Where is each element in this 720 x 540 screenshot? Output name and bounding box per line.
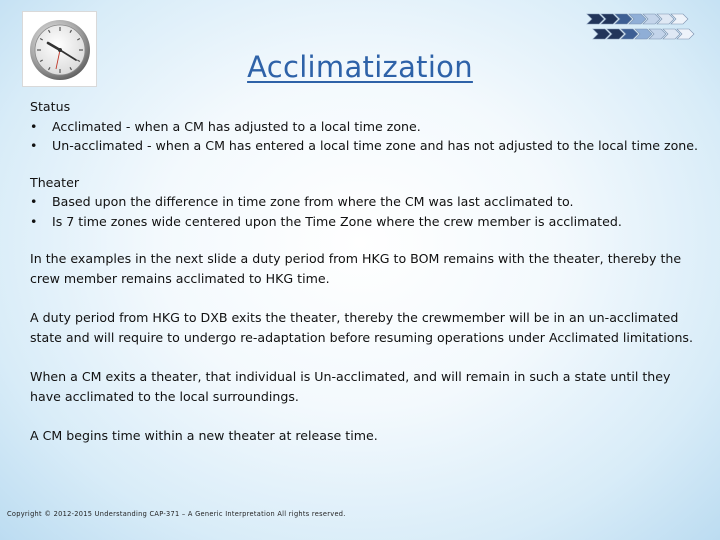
term-acclimated: Acclimated — [52, 118, 122, 134]
theater-list — [30, 192, 700, 231]
desc-un-acclimated: - when a CM has entered a local time zone and has not adjusted to the local time zone. — [142, 138, 699, 153]
clock-image — [22, 11, 97, 87]
list-item — [30, 136, 700, 156]
page-title: Acclimatization — [247, 50, 473, 84]
copyright-footer: Copyright © 2012-2015 Understanding CAP-371 – A Generic Interpretation All rights reserved. — [7, 510, 346, 518]
paragraph-release-time: A CM begins time within a new theater at release time. — [30, 428, 378, 443]
paragraph-hkg-bom: In the examples in the next slide a duty period from HKG to BOM remains with the theater, thereby the crew member remains acclimated to HKG time. — [30, 251, 682, 286]
status-list — [30, 117, 700, 156]
list-item: • Is 7 time zones wide centered upon the Time Zone where the crew member is acclimated. — [30, 212, 700, 232]
desc-acclimated: - when a CM has adjusted to a local time zone. — [121, 118, 421, 134]
paragraph-exit-theater: When a CM exits a theater, that individual is Un-acclimated, and will remain in such a state until they have acclimated to the local surroundings. — [30, 369, 671, 404]
list-item: • Based upon the difference in time zone from where the CM was last acclimated to. — [30, 192, 700, 212]
list-item — [30, 117, 700, 137]
theater-heading: Theater — [30, 174, 80, 190]
chevron-progress-icon — [585, 10, 705, 44]
term-un-acclimated: Un-acclimated — [52, 138, 143, 153]
slide-body — [30, 97, 700, 446]
paragraph-hkg-dxb: A duty period from HKG to DXB exits the theater, thereby the crewmember will be in an un-acclimated state and will require to undergo re-adaptation before resuming operations under Acclimated limitations. — [30, 310, 693, 345]
status-heading: Status — [30, 99, 71, 114]
wall-clock-icon — [23, 12, 96, 86]
